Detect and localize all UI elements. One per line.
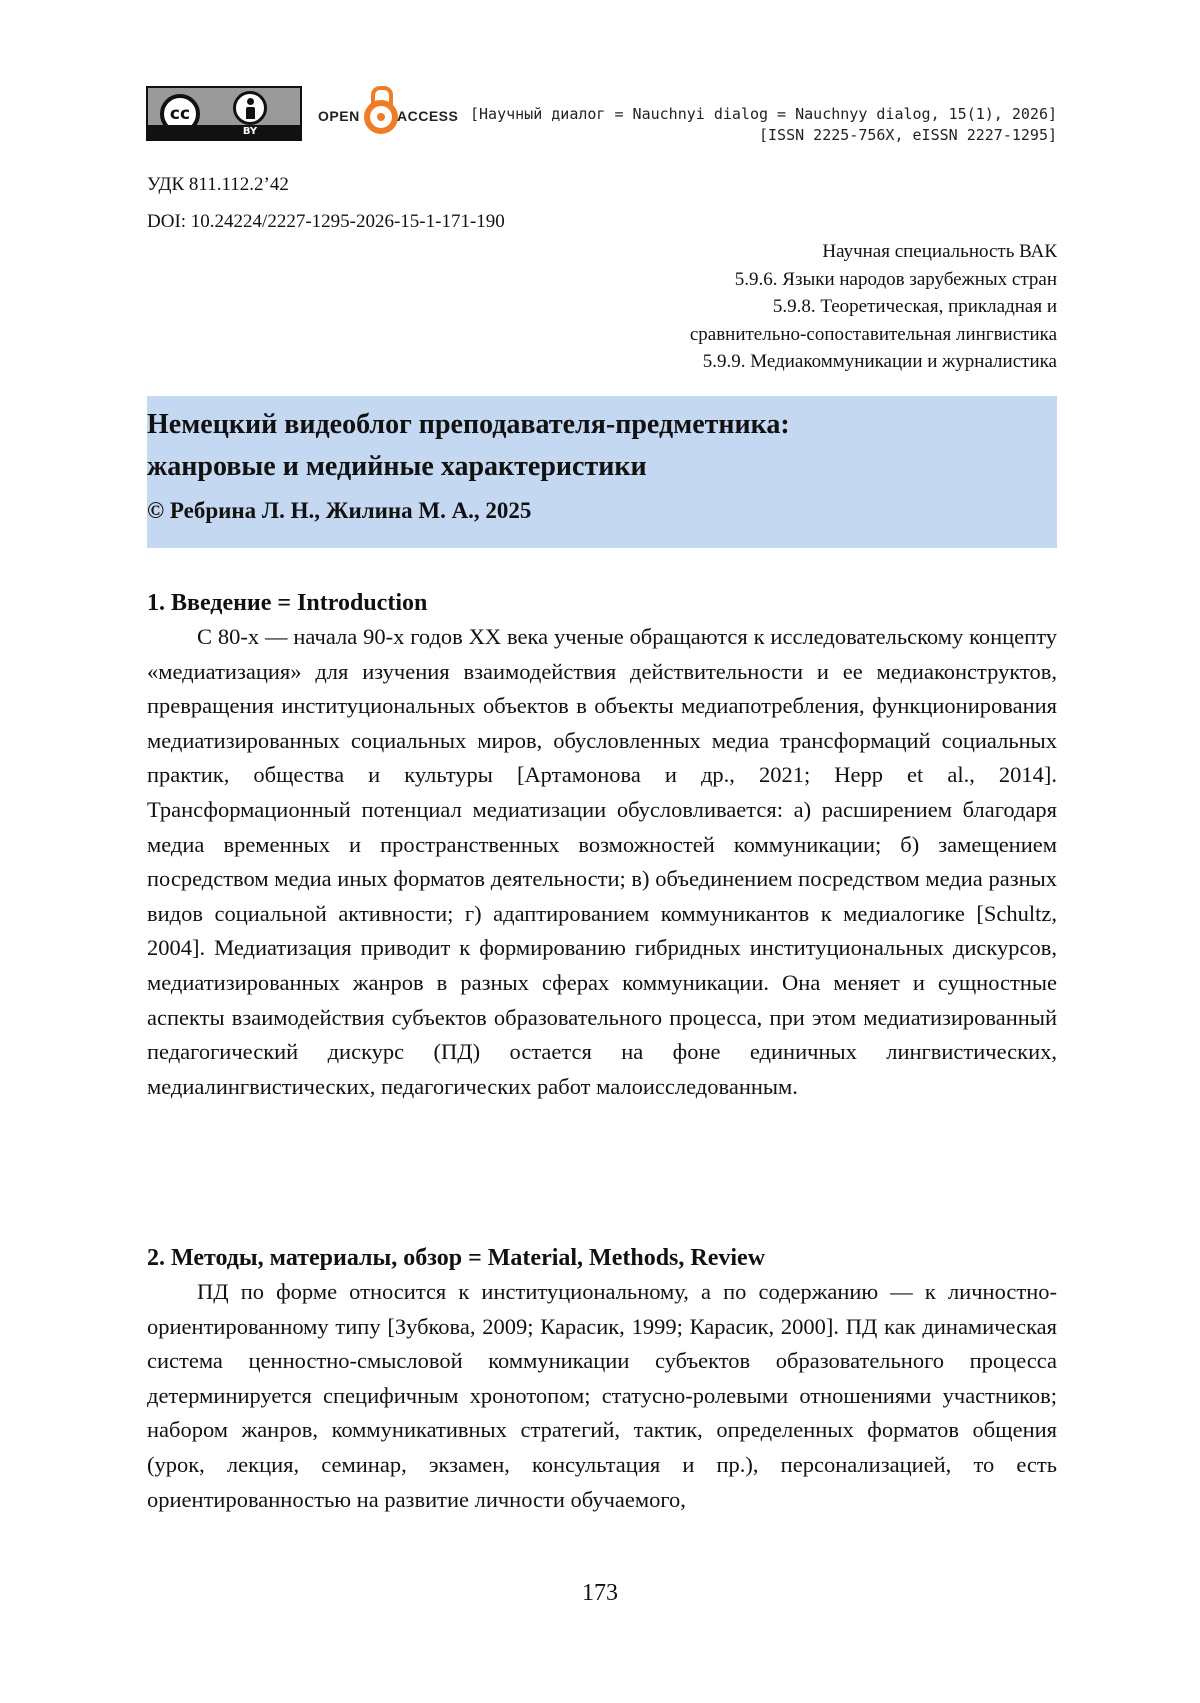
section-heading-introduction: 1. Введение = Introduction: [147, 590, 428, 616]
vak-line: сравнительно-сопоставительная лингвистика: [689, 323, 1057, 345]
article-authors: © Ребрина Л. Н., Жилина М. А., 2025: [147, 498, 532, 523]
journal-line-1: [Научный диалог = Nauchnyi dialog = Nauchnyy dialog, 15(1), 2026]: [470, 105, 1057, 123]
udk-code: УДК 811.112.2’42: [147, 174, 289, 195]
section-paragraph-methods: ПД по форме относится к институциональному, а по содержанию — к личностно-ориентированному типу [Зубкова, 2009; Карасик, 1999; Карасик, 2000]. ПД как динамическая система ценностно-смысловой коммуникации субъектов образовательного процесса детерминируется специфичным хронотопом; статусно-ролевыми отношениями участников; набором жанров, коммуникативных стратегий, тактик, определенных форматов общения (урок, лекция, семинар, экзамен, консультация и пр.), персонализацией, то есть ориентированностью на развитие личности обучаемого,: [147, 1279, 1057, 1512]
license-by-label: BY: [148, 125, 300, 139]
vak-line: 5.9.6. Языки народов зарубежных стран: [734, 268, 1057, 290]
article-title-line-1: Немецкий видеоблог преподавателя-предметника:: [147, 409, 790, 440]
doi-link[interactable]: DOI: 10.24224/2227-1295-2026-15-1-171-190: [147, 211, 505, 232]
open-label: OPEN: [318, 108, 360, 124]
journal-line-2: [ISSN 2225-756X, eISSN 2227-1295]: [758, 126, 1057, 144]
cc-icon: cc: [160, 94, 200, 134]
vak-line: 5.9.9. Медиакоммуникации и журналистика: [702, 351, 1057, 372]
cc-by-license-badge[interactable]: [146, 86, 302, 141]
vak-line: 5.9.8. Теоретическая, прикладная и: [772, 296, 1057, 317]
section-heading-methods: 2. Методы, материалы, обзор = Material, Methods, Review: [147, 1245, 766, 1271]
attribution-person-icon: [233, 91, 267, 125]
article-title: [147, 404, 1057, 488]
journal-citation: [470, 104, 1057, 146]
open-lock-body-icon: [364, 100, 398, 134]
section-paragraph-introduction: С 80-х — начала 90-х годов XX века ученые обращаются к исследовательскому концепту «медиатизация» для изучения взаимодействия действительности и ее медиаконструктов, превращения институциональных объектов в объекты медиапотребления, функционирования медиатизированных социальных миров, обусловленных медиа трансформаций социальных практик, общества и культуры [Артамонова и др., 2021; Hepp et al., 2014]. Трансформационный потенциал медиатизации обусловливается: а) расширением благодаря медиа временных и пространственных возможностей коммуникации; б) замещением посредством медиа иных форматов деятельности; в) объединением посредством медиа разных видов социальной активности; г) адаптированием коммуникантов к медиалогике [Schultz, 2004]. Медиатизация приводит к формированию гибридных институциональных дискурсов, медиатизированных жанров в разных сферах коммуникации. Она меняет и сущностные аспекты взаимодействия субъектов образовательного процесса, при этом медиатизированный педагогический дискурс (ПД) остается на фоне единичных лингвистических, медиалингвистических, педагогических работ малоисследованным.: [147, 624, 1057, 1099]
page-number: 173: [582, 1580, 618, 1606]
article-title-block: [147, 396, 1057, 548]
open-access-logo: [318, 86, 468, 140]
vak-specialities: [690, 238, 1057, 376]
article-title-line-2: жанровые и медийные характеристики: [147, 451, 647, 482]
access-label: ACCESS: [397, 108, 459, 124]
vak-line: Научная специальность ВАК: [822, 241, 1057, 262]
